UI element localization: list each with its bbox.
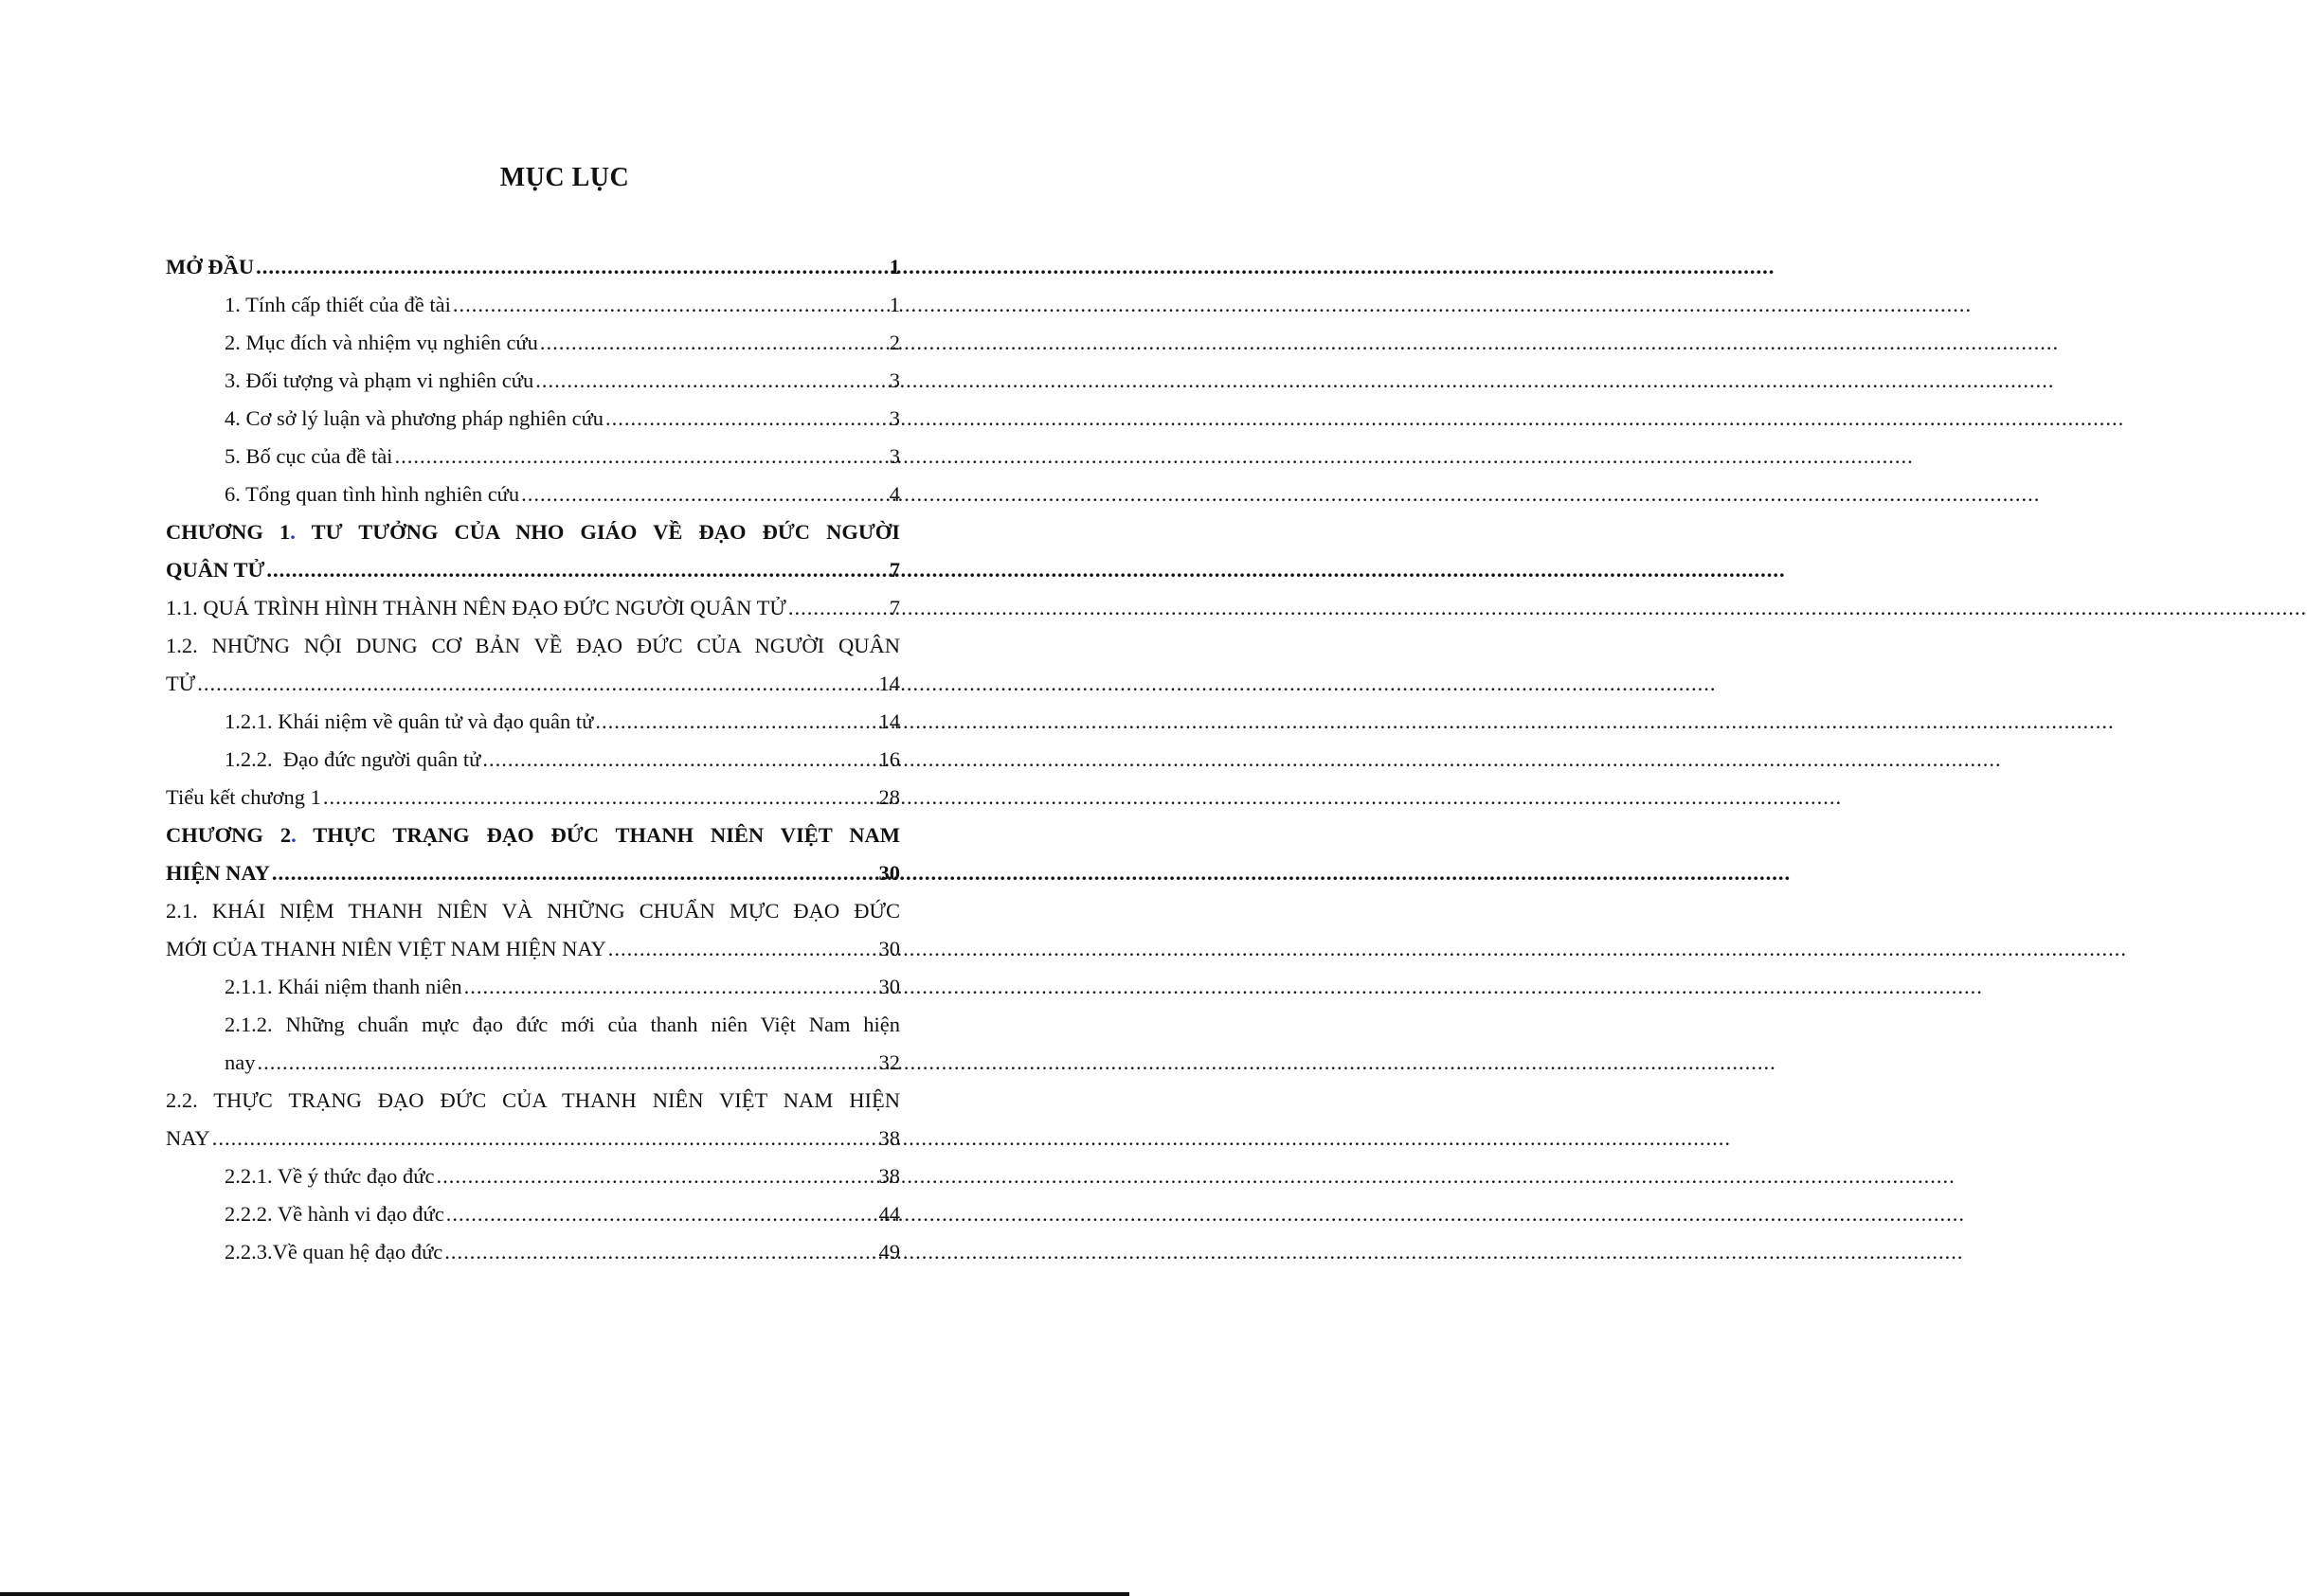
toc-entry-chapter-1[interactable] <box>166 513 900 589</box>
toc-entry-page: 14 <box>878 709 900 733</box>
toc-entry-text: Tiểu kết chương 1 <box>166 785 321 809</box>
toc-entry-2-2[interactable] <box>166 1082 900 1157</box>
toc-entry-page: 30 <box>878 975 900 998</box>
dot-leader <box>482 741 876 779</box>
toc-entry-1-2[interactable] <box>166 627 900 703</box>
toc-entry-text: 2.2.2. Về hành vi đạo đức <box>225 1202 444 1226</box>
toc-entry-text: 4. Cơ sở lý luận và phương pháp nghiên cứu <box>225 406 604 430</box>
toc-entry-3[interactable] <box>166 362 900 400</box>
toc-entry-6[interactable] <box>166 475 900 513</box>
page-bottom-edge <box>0 1592 1129 1596</box>
toc-entry-1-2-1[interactable] <box>166 703 900 741</box>
dot-leader <box>788 589 888 627</box>
dot-leader <box>521 475 888 513</box>
toc-entry-line1: 2.1.2. Những chuẩn mực đạo đức mới của thanh niên Việt Nam hiện <box>225 1013 900 1036</box>
toc-entry-line1 <box>166 816 900 854</box>
toc-entry-2-2-2[interactable] <box>166 1195 900 1233</box>
toc-entry-mo-dau[interactable] <box>166 248 900 286</box>
toc-entry-line1: 1.2. NHỮNG NỘI DUNG CƠ BẢN VỀ ĐẠO ĐỨC CỦA NGƯỜI QUÂN <box>166 634 900 657</box>
toc-entry-text: QUÂN TỬ <box>166 558 265 582</box>
toc-entry-page: 16 <box>878 747 900 771</box>
toc-entry-page: 44 <box>878 1202 900 1226</box>
dot-leader <box>535 362 888 400</box>
toc-entry-4[interactable] <box>166 400 900 438</box>
toc-entry-page: 3 <box>889 406 900 430</box>
toc-entry-line1: 2.2. THỰC TRẠNG ĐẠO ĐỨC CỦA THANH NIÊN VIỆT NAM HIỆN <box>166 1088 900 1112</box>
toc-entry-line2 <box>225 1044 900 1082</box>
toc-entry-text: NAY <box>166 1126 210 1150</box>
toc-entry-2-2-3[interactable] <box>166 1233 900 1271</box>
toc-entry-text: nay <box>225 1050 256 1074</box>
dot-leader <box>446 1195 877 1233</box>
document-page <box>0 0 1129 1596</box>
toc-title: MỤC LỤC <box>499 163 630 192</box>
toc-entry-line2 <box>166 1120 900 1157</box>
toc-entry-tieu-ket-1[interactable] <box>166 779 900 816</box>
dot-leader <box>212 1120 877 1157</box>
toc-entry-text: 2. Mục đích và nhiệm vụ nghiên cứu <box>225 331 538 354</box>
dot-leader <box>272 854 877 892</box>
toc-entry-text: 6. Tổng quan tình hình nghiên cứu <box>225 482 520 506</box>
toc-entry-page: 2 <box>889 331 900 354</box>
dot-leader <box>444 1233 876 1271</box>
toc-entry-page: 7 <box>889 558 900 582</box>
dot-leader <box>436 1157 876 1195</box>
toc-entry-text: 5. Bố cục của đề tài <box>225 444 393 468</box>
toc-entry-2-1-2[interactable] <box>166 1006 900 1082</box>
dot-leader <box>266 551 887 589</box>
dot-leader <box>258 1044 877 1082</box>
dot-leader <box>453 286 888 324</box>
toc-entry-text: TỬ <box>166 672 196 695</box>
chapter-label: CHƯƠNG 2 <box>166 823 292 847</box>
dot-leader <box>197 665 876 703</box>
toc-entry-2-1-1[interactable] <box>166 968 900 1006</box>
toc-entry-page: 14 <box>878 672 900 695</box>
toc-entry-line2 <box>166 930 900 968</box>
toc-entry-page: 30 <box>878 861 900 885</box>
chapter-label: CHƯƠNG 1 <box>166 520 291 544</box>
chapter-title-part: THỰC TRẠNG ĐẠO ĐỨC THANH NIÊN VIỆT NAM <box>296 823 900 847</box>
toc-entry-page: 49 <box>878 1240 900 1264</box>
dot-leader <box>323 779 877 816</box>
toc-entry-2-1[interactable] <box>166 892 900 968</box>
chapter-title-part: TƯ TƯỞNG CỦA NHO GIÁO VỀ ĐẠO ĐỨC NGƯỜI <box>295 520 900 544</box>
dot-leader <box>595 703 876 741</box>
toc-entry-line2 <box>166 551 900 589</box>
toc-entry-line2 <box>166 854 900 892</box>
toc-entry-page: 38 <box>878 1126 900 1150</box>
toc-entry-page: 3 <box>889 368 900 392</box>
toc-entry-page: 1 <box>889 255 900 278</box>
chapter-dot: . <box>290 520 296 544</box>
chapter-dot: . <box>291 823 297 847</box>
toc-entry-text: 1.1. QUÁ TRÌNH HÌNH THÀNH NÊN ĐẠO ĐỨC NGƯỜI QUÂN TỬ <box>166 596 786 619</box>
toc-entry-page: 4 <box>889 482 900 506</box>
dot-leader <box>464 968 877 1006</box>
toc-entry-line2 <box>166 665 900 703</box>
dot-leader <box>394 438 887 475</box>
toc-entry-text: 1.2.2. Đạo đức người quân tử <box>225 747 481 771</box>
toc-entry-page: 38 <box>878 1164 900 1188</box>
toc-entry-text: HIỆN NAY <box>166 861 270 885</box>
toc-entry-line1 <box>166 513 900 551</box>
table-of-contents <box>166 248 900 1271</box>
toc-entry-page: 3 <box>889 444 900 468</box>
toc-entry-text: 1. Tính cấp thiết của đề tài <box>225 293 451 316</box>
toc-entry-text: 3. Đối tượng và phạm vi nghiên cứu <box>225 368 534 392</box>
dot-leader <box>540 324 888 362</box>
toc-entry-page: 32 <box>878 1050 900 1074</box>
toc-entry-text: 2.2.3.Về quan hệ đạo đức <box>225 1240 443 1264</box>
toc-entry-text: 2.1.1. Khái niệm thanh niên <box>225 975 462 998</box>
toc-entry-text: MỞ ĐẦU <box>166 255 255 278</box>
toc-entry-text: 2.2.1. Về ý thức đạo đức <box>225 1164 435 1188</box>
toc-entry-page: 28 <box>878 785 900 809</box>
toc-entry-page: 7 <box>889 596 900 619</box>
dot-leader <box>605 400 888 438</box>
toc-entry-2[interactable] <box>166 324 900 362</box>
toc-entry-page: 30 <box>878 937 900 960</box>
dot-leader <box>608 930 877 968</box>
toc-entry-2-2-1[interactable] <box>166 1157 900 1195</box>
toc-entry-1-2-2[interactable] <box>166 741 900 779</box>
dot-leader <box>256 248 888 286</box>
toc-entry-5[interactable] <box>166 438 900 475</box>
toc-entry-1-1[interactable] <box>166 589 900 627</box>
toc-entry-text: MỚI CỦA THANH NIÊN VIỆT NAM HIỆN NAY <box>166 937 606 960</box>
toc-entry-line1: 2.1. KHÁI NIỆM THANH NIÊN VÀ NHỮNG CHUẨN MỰC ĐẠO ĐỨC <box>166 899 900 923</box>
toc-entry-page: 1 <box>889 293 900 316</box>
toc-entry-1[interactable] <box>166 286 900 324</box>
toc-entry-text: 1.2.1. Khái niệm về quân tử và đạo quân tử <box>225 709 594 733</box>
toc-entry-chapter-2[interactable] <box>166 816 900 892</box>
